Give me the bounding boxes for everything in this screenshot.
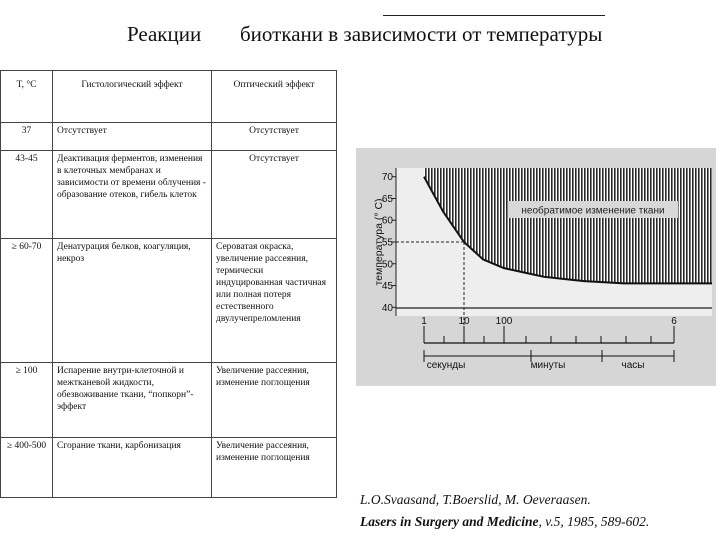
y-tick-label: 60: [381, 215, 393, 227]
x-tick-label: 1: [421, 316, 427, 327]
row-optic: Отсутствует: [212, 123, 337, 151]
row-temp: 43-45: [1, 151, 53, 239]
row-histo: Сгорание ткани, карбонизация: [53, 438, 212, 498]
title-overline: [383, 15, 605, 16]
row-temp: ≥ 400-500: [1, 438, 53, 498]
time-label-minutes: минуты: [530, 360, 566, 371]
time-label-hours: часы: [621, 360, 645, 371]
table-header-row: [1, 71, 337, 123]
page-title: [0, 22, 720, 50]
table-row: [1, 363, 337, 438]
table-row: [1, 239, 337, 363]
row-histo: Отсутствует: [53, 123, 212, 151]
citation: [360, 489, 649, 533]
reaction-table: [0, 70, 337, 498]
row-histo: Испарение внутри-клеточной и межтканевой жидкости, обезвоживание ткани, “попкорн”- эффект: [53, 363, 212, 438]
citation-details: , v.5, 1985, 589-602.: [538, 514, 650, 529]
y-axis-label: температура (° С): [373, 198, 385, 286]
x-tick-label: 10: [458, 316, 470, 327]
header-optic: Оптический эффект: [212, 71, 337, 123]
row-histo: Денатурация белков, коагуляция, некроз: [53, 239, 212, 363]
citation-source: [360, 511, 649, 533]
y-tick-label: 40: [381, 302, 393, 314]
row-optic: Отсутствует: [212, 151, 337, 239]
x-tick-label: 6: [671, 316, 677, 327]
y-tick-label: 55: [381, 237, 393, 249]
temperature-chart: [356, 148, 716, 386]
row-optic: Сероватая окраска, увеличение рассеяния, термически индуцированная частичная или полная потеря естественного двулучепреломления: [212, 239, 337, 363]
row-histo: Деактивация ферментов, изменения в клеточных мембранах и зависимости от времени облучения - образование отеков, гибель клеток: [53, 151, 212, 239]
y-tick-label: 65: [381, 193, 393, 205]
x-tick-label: 100: [495, 316, 513, 327]
row-optic: Увеличение рассеяния, изменение поглощения: [212, 363, 337, 438]
header-histo: Гистологический эффект: [53, 71, 212, 123]
header-temp: T, °C: [1, 71, 53, 123]
title-part-2: биоткани в зависимости от температуры: [240, 22, 603, 46]
row-optic: Увеличение рассеяния, изменение поглощения: [212, 438, 337, 498]
table-row: [1, 123, 337, 151]
row-temp: ≥ 100: [1, 363, 53, 438]
time-label-seconds: секунды: [426, 360, 466, 371]
citation-authors: L.O.Svaasand, T.Boerslid, M. Oeveraasen.: [360, 492, 591, 507]
table-row: [1, 438, 337, 498]
row-temp: ≥ 60-70: [1, 239, 53, 363]
title-part-1: Реакции: [127, 22, 202, 46]
table-row: [1, 151, 337, 239]
row-temp: 37: [1, 123, 53, 151]
y-tick-label: 50: [381, 259, 393, 271]
y-tick-label: 45: [381, 281, 393, 293]
citation-journal: Lasers in Surgery and Medicine: [360, 514, 539, 529]
region-label: необратимое изменение ткани: [521, 205, 665, 217]
y-tick-label: 70: [381, 172, 393, 184]
